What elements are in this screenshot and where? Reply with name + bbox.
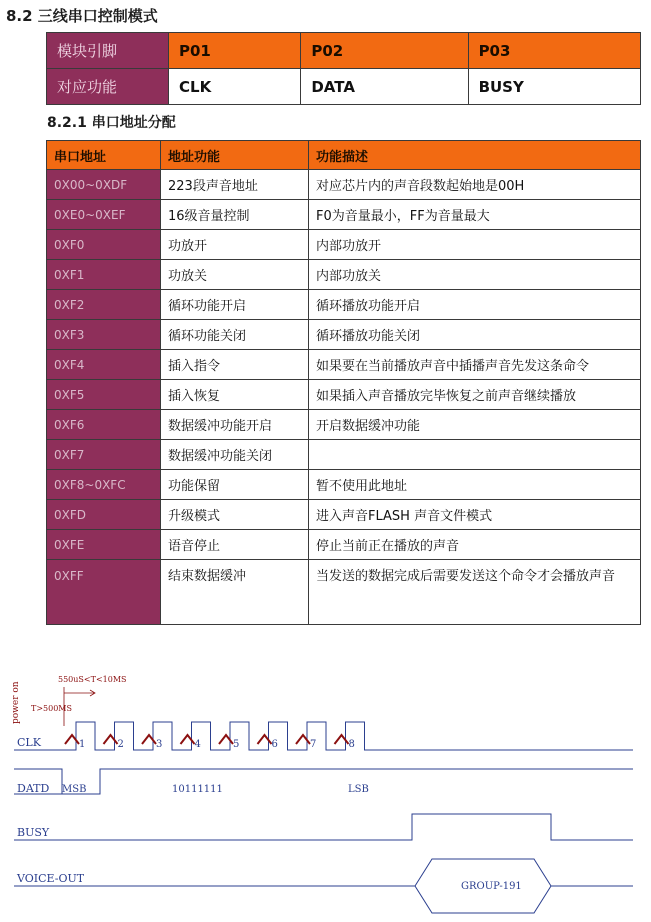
signal-labels: [16, 736, 85, 885]
pulse-number: 5: [233, 739, 240, 750]
table-row: [47, 470, 641, 500]
clk-arrow-icon: [296, 735, 310, 744]
description-cell: 当发送的数据完成后需要发送这个命令才会播放声音: [309, 560, 641, 625]
address-cell: 0XFF: [47, 560, 161, 625]
function-cell: 数据缓冲功能关闭: [161, 440, 309, 470]
clk-arrow-icon: [181, 735, 195, 744]
description-cell: [309, 440, 641, 470]
timing-diagram: [0, 660, 651, 922]
address-cell: 0XF3: [47, 320, 161, 350]
busy-waveform: [14, 814, 633, 840]
table-row: [47, 380, 641, 410]
function-cell: DATA: [301, 69, 468, 105]
function-cell: 功放开: [161, 230, 309, 260]
function-cell: 功放关: [161, 260, 309, 290]
t-note: T>500MS: [31, 704, 72, 713]
description-cell: 循环播放功能关闭: [309, 320, 641, 350]
signal-label-voice-out: VOICE-OUT: [17, 872, 85, 885]
pulse-number: 4: [194, 739, 201, 750]
address-cell: 0XFE: [47, 530, 161, 560]
function-cell: 语音停止: [161, 530, 309, 560]
function-cell: 数据缓冲功能开启: [161, 410, 309, 440]
clk-arrows: [65, 735, 349, 744]
function-label: 对应功能: [47, 69, 169, 105]
table-row: [47, 290, 641, 320]
pulse-number: 6: [271, 739, 278, 750]
function-cell: 插入指令: [161, 350, 309, 380]
clk-waveform: [14, 722, 633, 750]
function-cell: 插入恢复: [161, 380, 309, 410]
address-cell: 0X00~0XDF: [47, 170, 161, 200]
description-cell: 如果要在当前播放声音中插播声音先发这条命令: [309, 350, 641, 380]
function-cell: 功能保留: [161, 470, 309, 500]
function-cell: BUSY: [468, 69, 640, 105]
description-cell: 对应芯片内的声音段数起始地是00H: [309, 170, 641, 200]
pin-header-label: 模块引脚: [47, 33, 169, 69]
address-cell: 0XF0: [47, 230, 161, 260]
table-row: [47, 230, 641, 260]
pulse-number: 7: [310, 739, 317, 750]
description-cell: 进入声音FLASH 声音文件模式: [309, 500, 641, 530]
address-cell: 0XFD: [47, 500, 161, 530]
msb-label: MSB: [62, 784, 87, 795]
function-cell: 升级模式: [161, 500, 309, 530]
description-cell: F0为音量最小，FF为音量最大: [309, 200, 641, 230]
function-cell: 循环功能开启: [161, 290, 309, 320]
timing-note: 550uS<T<10MS: [58, 675, 127, 684]
bits-label: 10111111: [172, 784, 223, 795]
column-header: 地址功能: [161, 141, 309, 170]
table-row: [47, 320, 641, 350]
pin-table-function-row: [47, 69, 641, 105]
pin-cell: P03: [468, 33, 640, 69]
address-cell: 0XF8~0XFC: [47, 470, 161, 500]
data-waveform: [14, 769, 633, 794]
clk-arrow-icon: [65, 735, 79, 744]
signal-label-clk: CLK: [17, 736, 41, 749]
description-cell: 内部功放关: [309, 260, 641, 290]
voice-group-label: GROUP-191: [461, 881, 522, 892]
pulse-number: 1: [79, 739, 86, 750]
description-cell: 如果插入声音播放完毕恢复之前声音继续播放: [309, 380, 641, 410]
signal-label-busy: BUSY: [17, 826, 50, 839]
table-row: [47, 500, 641, 530]
table-row: [47, 260, 641, 290]
clk-arrow-icon: [258, 735, 272, 744]
section-title: 8.2 三线串口控制模式: [6, 7, 158, 25]
pin-table: [46, 32, 641, 105]
function-cell: 结束数据缓冲: [161, 560, 309, 625]
address-cell: 0XF6: [47, 410, 161, 440]
clk-arrow-icon: [104, 735, 118, 744]
description-cell: 循环播放功能开启: [309, 290, 641, 320]
power-on-label: power on: [11, 681, 21, 724]
pulse-number: 8: [348, 739, 355, 750]
function-cell: 循环功能关闭: [161, 320, 309, 350]
description-cell: 内部功放开: [309, 230, 641, 260]
clk-wave-path: [14, 722, 633, 750]
function-cell: CLK: [169, 69, 301, 105]
address-table: [46, 140, 641, 625]
column-header: 串口地址: [47, 141, 161, 170]
address-cell: 0XF5: [47, 380, 161, 410]
address-table-header-row: [47, 141, 641, 170]
address-cell: 0XF4: [47, 350, 161, 380]
address-cell: 0XF7: [47, 440, 161, 470]
pin-cell: P01: [169, 33, 301, 69]
column-header: 功能描述: [309, 141, 641, 170]
signal-label-datd: DATD: [17, 782, 50, 795]
pulse-number: 2: [117, 739, 124, 750]
function-cell: 16级音量控制: [161, 200, 309, 230]
subsection-title: 8.2.1 串口地址分配: [47, 115, 176, 131]
address-cell: 0XF2: [47, 290, 161, 320]
pulse-number: 3: [156, 739, 163, 750]
pin-table-header-row: [47, 33, 641, 69]
table-row: [47, 560, 641, 625]
lsb-label: LSB: [348, 784, 369, 795]
pin-cell: P02: [301, 33, 468, 69]
pulse-numbers: [79, 739, 355, 750]
function-cell: 223段声音地址: [161, 170, 309, 200]
description-cell: 开启数据缓冲功能: [309, 410, 641, 440]
table-row: [47, 200, 641, 230]
address-cell: 0XF1: [47, 260, 161, 290]
description-cell: 停止当前正在播放的声音: [309, 530, 641, 560]
description-cell: 暂不使用此地址: [309, 470, 641, 500]
table-row: [47, 350, 641, 380]
table-row: [47, 170, 641, 200]
table-row: [47, 530, 641, 560]
clk-arrow-icon: [335, 735, 349, 744]
clk-arrow-icon: [142, 735, 156, 744]
table-row: [47, 440, 641, 470]
address-cell: 0XE0~0XEF: [47, 200, 161, 230]
table-row: [47, 410, 641, 440]
clk-arrow-icon: [219, 735, 233, 744]
